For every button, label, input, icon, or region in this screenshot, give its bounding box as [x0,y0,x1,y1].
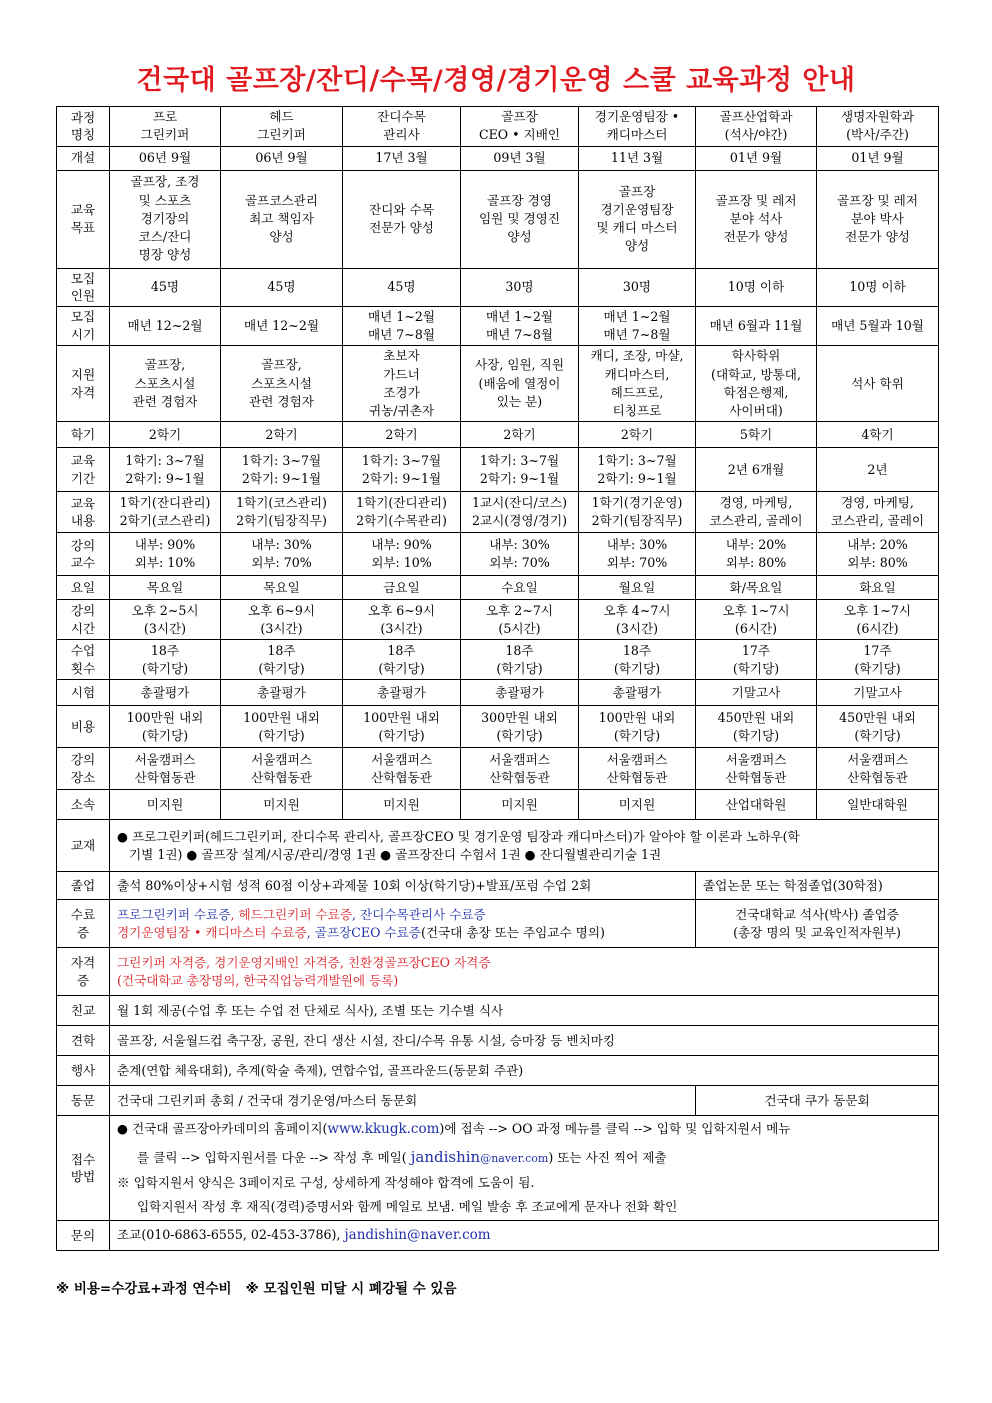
row-label-semester: 학기 [57,422,110,448]
cell-opened: 06년 9월 [221,146,343,170]
cell-semester: 2학기 [343,422,461,448]
row-label-duration: 교육 기간 [57,448,110,492]
cell-qualification: 캐디, 조장, 마샬, 캐디마스터, 헤드프로, 티칭프로 [579,346,696,422]
certificate-degree [696,900,939,948]
cell-capacity: 10명 이하 [817,268,939,306]
row-apply [57,1116,939,1221]
cell-qualification: 골프장, 스포츠시설 관련 경험자 [110,346,221,422]
cell-semester: 2학기 [579,422,696,448]
row-goal [57,170,939,268]
cell-capacity: 30명 [579,268,696,306]
cell-venue: 서울캠퍼스 산학협동관 [461,748,579,790]
row-label-contact: 문의 [57,1221,110,1251]
email-link[interactable]: jandishin [410,1147,481,1166]
row-time [57,600,939,640]
cell-course: 프로 그린키퍼 [110,107,221,147]
cell-exam: 기말고사 [817,680,939,706]
cell-goal: 골프장 및 레저 분야 석사 전문가 양성 [696,170,817,268]
cell-venue: 서울캠퍼스 산학협동관 [817,748,939,790]
cell-qualification: 석사 학위 [817,346,939,422]
cell-duration: 2년 [817,448,939,492]
cell-content: 1교시(잔디/코스) 2교시(경영/경기) [461,492,579,533]
apply-text-part: 를 클릭 --> 입학지원서를 다운 --> 작성 후 메일( [137,1149,411,1165]
row-label-sessions: 수업 횟수 [57,640,110,680]
cert-pro: 프로그린키퍼 수료증 [117,906,231,922]
textbook-line: 기별 1권) ● 골프장 설계/시공/관리/경영 1권 ● 골프장잔디 수험서 1권 ● 잔디월별관리기술 1권 [129,846,662,862]
cell-exam: 총괄평가 [110,680,221,706]
row-label-time: 강의 시간 [57,600,110,640]
cell-semester: 5학기 [696,422,817,448]
alumni-right: 건국대 쿠가 동문회 [696,1086,939,1116]
cell-day: 화/목요일 [696,576,817,600]
cell-cost: 450만원 내외 (학기당) [696,706,817,748]
cell-cost: 300만원 내외 (학기당) [461,706,579,748]
row-label-venue: 강의 장소 [57,748,110,790]
cell-goal: 골프장, 조경 및 스포츠 경기장의 코스/잔디 명장 양성 [110,170,221,268]
cert-issuer: (건국대 총장 또는 주임교수 명의) [420,924,605,940]
row-exam [57,680,939,706]
cell-qualification: 사장, 임원, 직원 (배움에 열정이 있는 분) [461,346,579,422]
cell-capacity: 45명 [110,268,221,306]
cell-venue: 서울캠퍼스 산학협동관 [221,748,343,790]
cell-time: 오후 2~5시 (3시간) [110,600,221,640]
row-label-content: 교육 내용 [57,492,110,533]
cell-affiliation: 일반대학원 [817,790,939,820]
cell-cost: 100만원 내외 (학기당) [110,706,221,748]
cell-course: 골프장 CEO • 지배인 [461,107,579,147]
row-venue [57,748,939,790]
cell-affiliation: 미지원 [461,790,579,820]
cell-instructors: 내부: 20% 외부: 80% [696,533,817,576]
cell-instructors: 내부: 30% 외부: 70% [461,533,579,576]
cell-content: 1학기(경기운영) 2학기(팀장직무) [579,492,696,533]
cell-opened: 01년 9월 [696,146,817,170]
cell-cost: 100만원 내외 (학기당) [343,706,461,748]
apply-text-part: ) 또는 사진 찍어 제출 [548,1149,667,1165]
cell-semester: 2학기 [221,422,343,448]
cell-venue: 서울캠퍼스 산학협동관 [696,748,817,790]
license-line: 그린키퍼 자격증, 경기운영지배인 자격증, 친환경골프장CEO 자격증 [117,954,491,970]
cell-exam: 총괄평가 [221,680,343,706]
row-content [57,492,939,533]
cell-time: 오후 1~7시 (6시간) [817,600,939,640]
cell-sessions: 18주 (학기당) [579,640,696,680]
cert-turf: 잔디수목관리사 수료증 [360,906,486,922]
cert-ops: 경기운영팀장 • 캐디마스터 수료증 [117,924,307,940]
cell-day: 수요일 [461,576,579,600]
cell-semester: 4학기 [817,422,939,448]
row-label-apply: 접수 방법 [57,1116,110,1221]
cell-cost: 100만원 내외 (학기당) [221,706,343,748]
cell-period: 매년 6월과 11월 [696,306,817,346]
course-table [56,106,939,1251]
cell-content: 1학기(코스관리) 2학기(팀장직무) [221,492,343,533]
cell-sessions: 17주 (학기당) [817,640,939,680]
cell-instructors: 내부: 30% 외부: 70% [221,533,343,576]
cell-capacity: 10명 이하 [696,268,817,306]
cell-venue: 서울캠퍼스 산학협동관 [110,748,221,790]
apply-text-part: )에 접속 --> OO 과정 메뉴를 클릭 --> 입학 및 입학지원서 메뉴 [439,1121,791,1137]
row-capacity [57,268,939,306]
cell-period: 매년 12~2월 [110,306,221,346]
cell-goal: 골프장 경영 임원 및 경영진 양성 [461,170,579,268]
row-label-exam: 시험 [57,680,110,706]
cell-period: 매년 1~2월 매년 7~8월 [579,306,696,346]
row-label-period: 모집 시기 [57,306,110,346]
textbook-line: ● 프로그린키퍼(헤드그린키퍼, 잔디수목 관리사, 골프장CEO 및 경기운영 팀장과 캐디마스터)가 알아야 할 이론과 노하우(학 [117,828,800,844]
events-text: 춘계(연합 체육대회), 추계(학술 축제), 연합수업, 골프라운드(동문회 주관) [110,1056,939,1086]
cell-duration: 1학기: 3~7월 2학기: 9~1월 [221,448,343,492]
alumni-left: 건국대 그린키퍼 총회 / 건국대 경기운영/마스터 동문회 [110,1086,696,1116]
cell-day: 목요일 [110,576,221,600]
cell-sessions: 17주 (학기당) [696,640,817,680]
cell-affiliation: 미지원 [221,790,343,820]
row-sessions [57,640,939,680]
footer-note: ※ 비용=수강료+과정 연수비 ※ 모집인원 미달 시 폐강될 수 있음 [56,1281,457,1297]
sep: , [306,924,315,940]
cell-cost: 100만원 내외 (학기당) [579,706,696,748]
cell-course: 생명자원학과 (박사/주간) [817,107,939,147]
row-label-cost: 비용 [57,706,110,748]
cell-qualification: 초보자 가드너 조경가 귀농/귀촌자 [343,346,461,422]
cert-head: 헤드그린키퍼 수료증 [238,906,353,922]
cell-day: 월요일 [579,576,696,600]
cell-content: 경영, 마케팅, 코스관리, 골레이 [696,492,817,533]
cell-semester: 2학기 [461,422,579,448]
cell-goal: 골프장 및 레저 분야 박사 전문가 양성 [817,170,939,268]
row-contact [57,1221,939,1251]
cell-content: 경영, 마케팅, 코스관리, 골레이 [817,492,939,533]
textbook-text [110,820,939,872]
cell-opened: 11년 3월 [579,146,696,170]
field-trip-text: 골프장, 서울월드컵 축구장, 공원, 잔디 생산 시설, 잔디/수목 유통 시설, 승마장 등 벤치마킹 [110,1026,939,1056]
cell-instructors: 내부: 90% 외부: 10% [343,533,461,576]
row-field_trip [57,1026,939,1056]
row-graduation [57,872,939,900]
cell-qualification: 골프장, 스포츠시설 관련 경험자 [221,346,343,422]
contact-phone: 조교(010-6863-6555, 02-453-3786), [117,1226,345,1242]
row-cost [57,706,939,748]
cell-duration: 2년 6개월 [696,448,817,492]
certificate-text [110,900,696,948]
row-period [57,306,939,346]
cell-day: 금요일 [343,576,461,600]
row-label-events: 행사 [57,1056,110,1086]
cell-course: 골프산업학과 (석사/야간) [696,107,817,147]
cert-ceo: 골프장CEO 수료증 [314,924,421,940]
cell-affiliation: 미지원 [343,790,461,820]
cell-semester: 2학기 [110,422,221,448]
cell-opened: 17년 3월 [343,146,461,170]
cell-affiliation: 미지원 [110,790,221,820]
row-label-textbook: 교재 [57,820,110,872]
cell-sessions: 18주 (학기당) [461,640,579,680]
cell-time: 오후 2~7시 (5시간) [461,600,579,640]
cell-duration: 1학기: 3~7월 2학기: 9~1월 [110,448,221,492]
apply-text [110,1116,939,1221]
cell-goal: 골프장 경기운영팀장 및 캐디 마스터 양성 [579,170,696,268]
cell-goal: 잔디와 수목 전문가 양성 [343,170,461,268]
cell-instructors: 내부: 20% 외부: 80% [817,533,939,576]
cell-time: 오후 4~7시 (3시간) [579,600,696,640]
apply-note: 입학지원서 작성 후 재직(경력)증명서와 함께 메일로 보냄. 메일 발송 후 조교에게 문자나 전화 확인 [137,1199,678,1215]
contact-text [110,1221,939,1251]
cell-capacity: 30명 [461,268,579,306]
graduation-thesis: 졸업논문 또는 학점졸업(30학점) [696,872,939,900]
cell-instructors: 내부: 30% 외부: 70% [579,533,696,576]
apply-note: ※ 입학지원서 양식은 3페이지로 구성, 상세하게 작성해야 합격에 도움이 됨. [117,1175,535,1191]
cell-duration: 1학기: 3~7월 2학기: 9~1월 [343,448,461,492]
cell-period: 매년 1~2월 매년 7~8월 [343,306,461,346]
license-text [110,948,939,996]
cell-qualification: 학사학위 (대학교, 방통대, 학점은행제, 사이버대) [696,346,817,422]
social-text: 월 1회 제공(수업 후 또는 수업 전 단체로 식사), 조별 또는 기수별 식사 [110,996,939,1026]
cell-period: 매년 5월과 10월 [817,306,939,346]
cell-exam: 기말고사 [696,680,817,706]
cell-opened: 01년 9월 [817,146,939,170]
row-opened [57,146,939,170]
cell-day: 화요일 [817,576,939,600]
row-certificate [57,900,939,948]
cell-time: 오후 6~9시 (3시간) [343,600,461,640]
row-course [57,107,939,147]
row-label-social: 친교 [57,996,110,1026]
cell-time: 오후 1~7시 (6시간) [696,600,817,640]
row-label-goal: 교육 목표 [57,170,110,268]
cell-course: 경기운영팀장 • 캐디마스터 [579,107,696,147]
graduation-requirement: 출석 80%이상+시험 성적 60점 이상+과제물 10회 이상(학기당)+발표/포럼 수업 2회 [110,872,696,900]
cell-capacity: 45명 [343,268,461,306]
row-semester [57,422,939,448]
cell-cost: 450만원 내외 (학기당) [817,706,939,748]
cell-sessions: 18주 (학기당) [221,640,343,680]
contact-email-link[interactable]: jandishin@naver.com [344,1226,491,1243]
row-label-instructors: 강의 교수 [57,533,110,576]
row-label-license: 자격 증 [57,948,110,996]
row-label-graduation: 졸업 [57,872,110,900]
cell-venue: 서울캠퍼스 산학협동관 [343,748,461,790]
cell-instructors: 내부: 90% 외부: 10% [110,533,221,576]
row-instructors [57,533,939,576]
cell-course: 헤드 그린키퍼 [221,107,343,147]
row-events [57,1056,939,1086]
row-social [57,996,939,1026]
row-textbook [57,820,939,872]
cell-duration: 1학기: 3~7월 2학기: 9~1월 [461,448,579,492]
homepage-link[interactable]: www.kkugk.com [327,1121,440,1138]
cell-period: 매년 12~2월 [221,306,343,346]
cell-time: 오후 6~9시 (3시간) [221,600,343,640]
cell-capacity: 45명 [221,268,343,306]
cell-day: 목요일 [221,576,343,600]
cell-goal: 골프코스관리 최고 책임자 양성 [221,170,343,268]
cell-content: 1학기(잔디관리) 2학기(수목관리) [343,492,461,533]
row-label-course: 과정 명칭 [57,107,110,147]
cell-duration: 1학기: 3~7월 2학기: 9~1월 [579,448,696,492]
sep: , [230,906,239,922]
cell-content: 1학기(잔디관리) 2학기(코스관리) [110,492,221,533]
row-label-day: 요일 [57,576,110,600]
cell-sessions: 18주 (학기당) [110,640,221,680]
cell-opened: 09년 3월 [461,146,579,170]
row-label-certificate: 수료 증 [57,900,110,948]
row-label-alumni: 동문 [57,1086,110,1116]
degree-line: 건국대학교 석사(박사) 졸업증 [735,906,899,922]
page-title: 건국대 골프장/잔디/수목/경영/경기운영 스쿨 교육과정 안내 [136,65,856,96]
cell-exam: 총괄평가 [343,680,461,706]
license-line: (건국대학교 총장명의, 한국직업능력개발원에 등록) [117,972,399,988]
cell-opened: 06년 9월 [110,146,221,170]
row-license [57,948,939,996]
row-duration [57,448,939,492]
row-label-opened: 개설 [57,146,110,170]
degree-line: (총장 명의 및 교육인적자원부) [733,924,901,940]
apply-text-part: ● 건국대 골프장아카데미의 홈페이지( [117,1121,328,1137]
cell-exam: 총괄평가 [461,680,579,706]
row-affiliation [57,790,939,820]
cell-exam: 총괄평가 [579,680,696,706]
cell-affiliation: 산업대학원 [696,790,817,820]
row-label-capacity: 모집 인원 [57,268,110,306]
row-qualification [57,346,939,422]
cell-sessions: 18주 (학기당) [343,640,461,680]
cell-venue: 서울캠퍼스 산학협동관 [579,748,696,790]
email-domain[interactable]: @naver.com [480,1151,549,1165]
row-label-affiliation: 소속 [57,790,110,820]
row-alumni [57,1086,939,1116]
cell-period: 매년 1~2월 매년 7~8월 [461,306,579,346]
row-label-field_trip: 견학 [57,1026,110,1056]
sep: , [352,906,361,922]
cell-course: 잔디수목 관리사 [343,107,461,147]
cell-affiliation: 미지원 [579,790,696,820]
row-label-qualification: 지원 자격 [57,346,110,422]
row-day [57,576,939,600]
